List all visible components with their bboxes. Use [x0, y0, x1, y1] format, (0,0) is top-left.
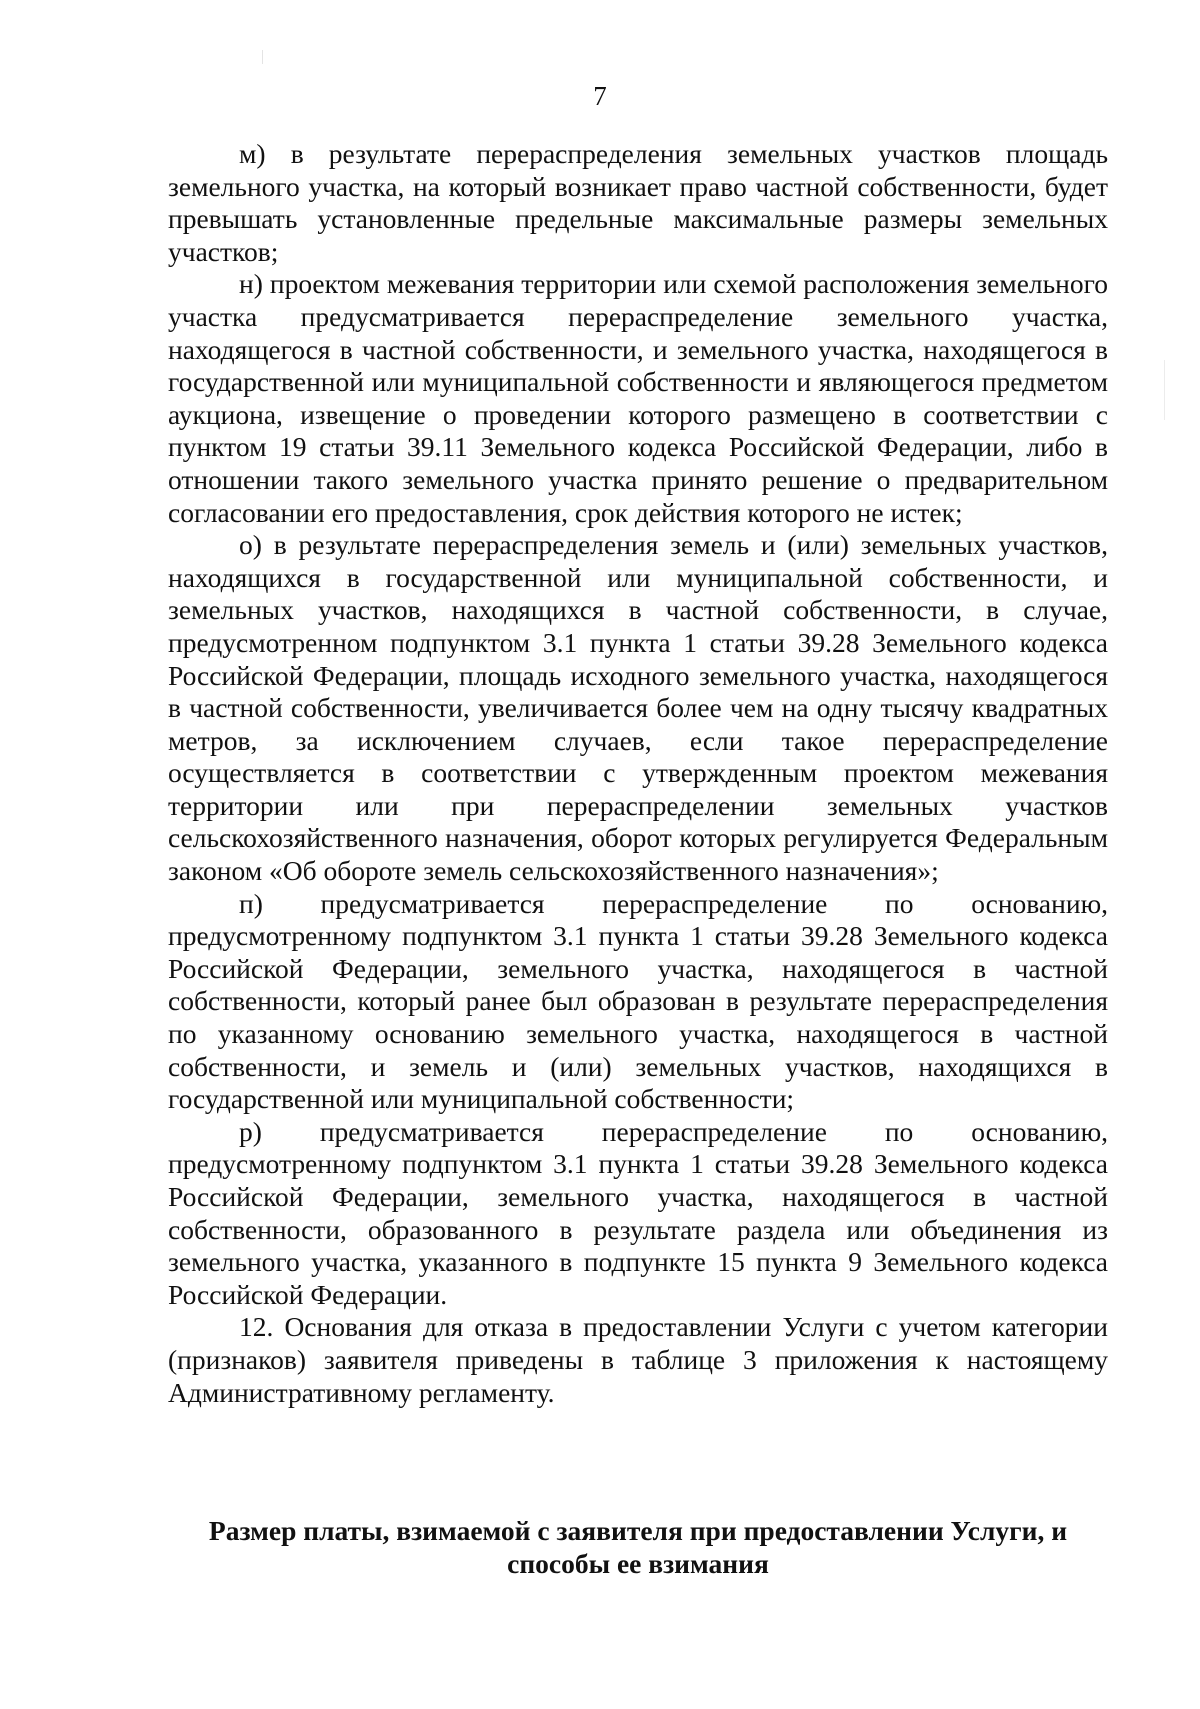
page-number: 7 — [593, 81, 607, 111]
paragraph-12: 12. Основания для отказа в предоставлении Услуги с учетом категории (признаков) заявителя приведены в таблице 3 приложения к настоящему Административному регламенту. — [168, 1311, 1108, 1408]
scan-edge-mark — [262, 50, 263, 64]
paragraph-p: п) предусматривается перераспределение по основанию, предусмотренному подпунктом 3.1 пункта 1 статьи 39.28 Земельного кодекса Российской Федерации, земельного участка, находящегося в частной собственности, который ранее был образован в результате перераспределения по указанному основанию земельного участка, находящегося в частной собственности, и земель и (или) земельных участков, находящихся в государственной или муниципальной собственности; — [168, 887, 1108, 1115]
section-heading: Размер платы, взимаемой с заявителя при предоставлении Услуги, и способы ее взимания — [208, 1515, 1068, 1579]
document-body — [168, 138, 1108, 1409]
paragraph-o: о) в результате перераспределения земель и (или) земельных участков, находящихся в государственной или муниципальной собственности, и земельных участков, находящихся в частной собственности, в случае, предусмотренном подпунктом 3.1 пункта 1 статьи 39.28 Земельного кодекса Российской Федерации, площадь исходного земельного участка, находящегося в частной собственности, увеличивается более чем на одну тысячу квадратных метров, за исключением случаев, если такое перераспределение осуществляется в соответствии с утвержденным проектом межевания территории или при перераспределении земельных участков сельскохозяйственного назначения, оборот которых регулируется Федеральным законом «Об обороте земель сельскохозяйственного назначения»; — [168, 529, 1108, 887]
paragraph-r: р) предусматривается перераспределение по основанию, предусмотренному подпунктом 3.1 пункта 1 статьи 39.28 Земельного кодекса Российской Федерации, земельного участка, находящегося в частной собственности, образованного в результате раздела или объединения из земельного участка, указанного в подпункте 15 пункта 9 Земельного кодекса Российской Федерации. — [168, 1115, 1108, 1310]
scan-edge-mark — [1164, 360, 1165, 420]
paragraph-m: м) в результате перераспределения земельных участков площадь земельного участка, на который возникает право частной собственности, будет превышать установленные предельные максимальные размеры земельных участков; — [168, 138, 1108, 267]
paragraph-n: н) проектом межевания территории или схемой расположения земельного участка предусматривается перераспределение земельного участка, находящегося в частной собственности, и земельного участка, находящегося в государственной или муниципальной собственности и являющегося предметом аукциона, извещение о проведении которого размещено в соответствии с пунктом 19 статьи 39.11 Земельного кодекса Российской Федерации, либо в отношении такого земельного участка принято решение о предварительном согласовании его предоставления, срок действия которого не истек; — [168, 268, 1108, 528]
